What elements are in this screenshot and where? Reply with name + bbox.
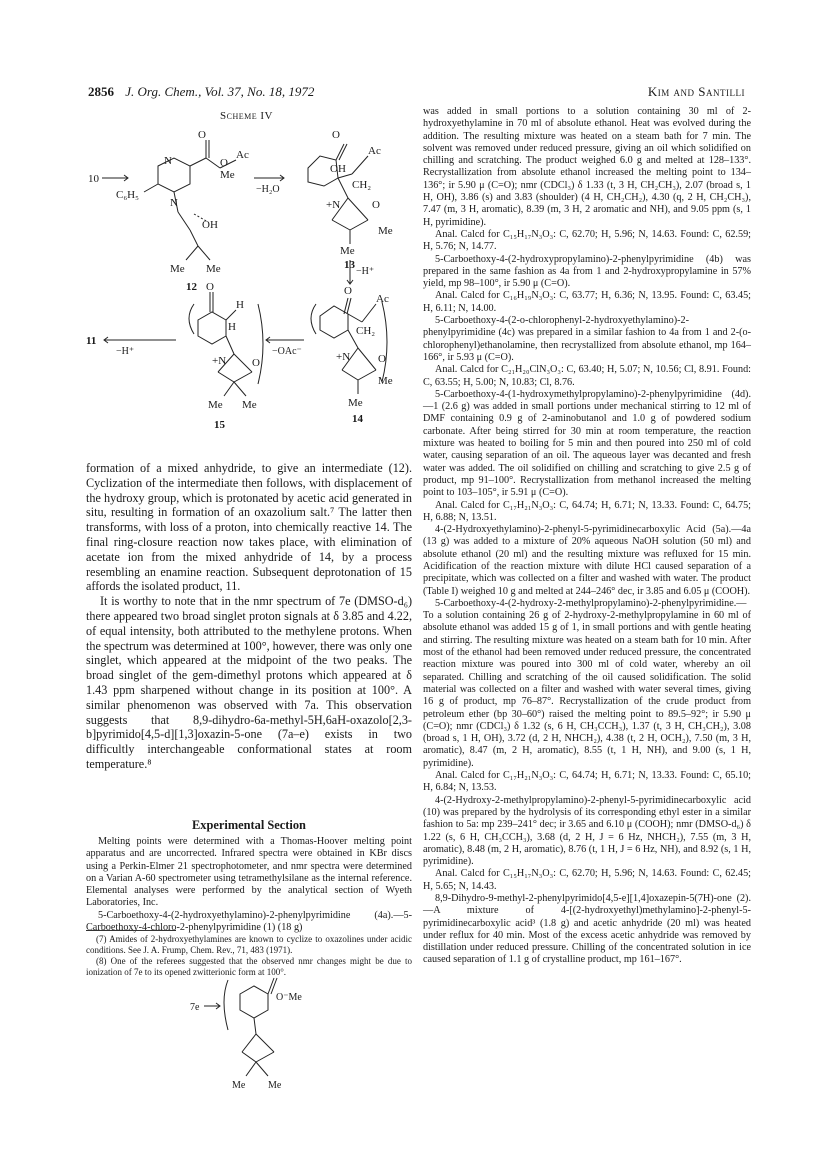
atom-me: Me (378, 225, 393, 237)
analysis: Anal. Calcd for C₂₁H₂₀ClN₃O₃: C, 63.40; H, 5.07; N, 10.56; Cl, 8.91. Found: C, 63.55; H, 5.00; N, 10.83; Cl, 8.76. (423, 364, 751, 388)
paragraph: 8,9-Dihydro-9-methyl-2-phenylpyrimido[4,5-e][1,4]oxazepin-5(7H)-one (2).—A mixture of 4-[(2-hydroxyethyl)methylamino]-2-phenyl-5-pyrimidinecarboxylic acid³ (1.8 g) and acetic anhydride (20 ml) was heated under reflux for 40 min. Most of the excess acetic anhydride was removed by distillation under reduced pressure. Chilling of the concentrated solution in ice caused separation of 1.1 g of crystalline product, mp 161–167°. (423, 893, 751, 966)
section-heading: Experimental Section (192, 818, 306, 832)
label-compound-14: 14 (352, 413, 363, 425)
reaction-scheme (86, 126, 412, 458)
label-minus-oac: −OAc⁻ (272, 346, 302, 357)
analysis: Anal. Calcd for C₁₇H₂₁N₃O₃: C, 64.74; H, 6.71; N, 13.33. Found: C, 65.10; H, 6.84; N, 13.53. (423, 770, 751, 794)
atom-ch2: CH₂ (352, 179, 372, 191)
atom-me: Me (170, 263, 185, 275)
right-column-text (423, 106, 751, 967)
label-compound-11: 11 (86, 335, 97, 347)
atom-ac: Ac (376, 293, 389, 305)
paragraph: Melting points were determined with a Thomas-Hoover melting point apparatus and are uncorrected. Infrared spectra were obtained in KBr discs using a Perkin-Elmer 21 spectrophotometer, and nmr spectra were determined on a Varian A-60 spectrometer using tetramethylsilane as the internal reference. Elemental analyses were performed by the analytical section of Wyeth Laboratories, Inc. (86, 836, 412, 909)
discussion-text (86, 461, 412, 772)
atom-me: Me (232, 1080, 246, 1090)
atom-h: H (228, 321, 236, 333)
paragraph: 4-(2-Hydroxyethylamino)-2-phenyl-5-pyrimidinecarboxylic Acid (5a).—4a (13 g) was added to a mixture of 20% aqueous NaOH solution (50 ml) and absolute ethanol (20 ml) and the resulting mixture was refluxed for 15 min. Acidification of the reaction mixture with dilute HCl caused separation of a precipitate, which was collected on a filter and washed with water. The product (Table I) weighed 10 g and melted at 244–246° dec, ir 3.85 and 6.05 μ (COOH). (423, 524, 751, 597)
atom-plus-n: +N (212, 355, 227, 367)
page-number: 2856 (88, 84, 114, 99)
atom-n: N (170, 197, 178, 209)
analysis: Anal. Calcd for C₁₅H₁₇N₃O₃: C, 62.70; H, 5.96; N, 14.63. Found: C, 62.59; H, 5.76; N, 14.77. (423, 228, 751, 253)
atom-o: O (252, 357, 260, 369)
atom-me: Me (348, 397, 363, 409)
atom-oh: OH (202, 219, 218, 231)
atom-h: H (236, 299, 244, 311)
atom-o: O (332, 129, 340, 141)
atom-me: Me (268, 1080, 282, 1090)
atom-n: N (164, 155, 172, 167)
paragraph: 4-(2-Hydroxy-2-methylpropylamino)-2-phenyl-5-pyrimidinecarboxylic acid (10) was prepared by the hydrolysis of its corresponding ethyl ester in a similar fashion to 5a: mp 239–241° dec; ir 3.65 and 6.10 μ (COOH); nmr (DMSO-d₆) δ 1.22 (s, 6 H, CH₃CCH₃), 3.68 (d, 2 H, J = 6 Hz, NHCH₂), 7.55 (m, 3 H, aromatic), 8.48 (m, 2 H, aromatic), 8.76 (t, 1 H, J = 6 Hz, NH), and 8.92 (s, 1 H, pyrimidine). (423, 794, 751, 868)
paragraph: 5-Carboethoxy-4-(2-hydroxyethylamino)-2-phenylpyrimidine (4a).—5-Carboethoxy-4-chloro-2-phenylpyrimidine (1) (18 g) (86, 909, 412, 934)
atom-me: Me (340, 245, 355, 257)
experimental-text (86, 836, 412, 934)
footnote: (8) One of the referees suggested that the observed nmr changes might be due to ionization of 7e to its opened zwitterionic form at 100°. (86, 956, 412, 977)
atom-ome: O⁻Me (276, 992, 302, 1003)
paragraph: It is worthy to note that in the nmr spectrum of 7e (DMSO-d₆) there appeared two broad singlet proton signals at δ 3.85 and 4.22, of equal intensity, both attributed to the methylene protons. When the spectrum was determined at 100°, however, there was only one singlet, which appeared at the midpoint of the two peaks. The broad singlet of the gem-dimethyl protons which appeared at δ 1.43 ppm sharpened without change in its position at 100°. A similar phenomenon was observed with 7a. This observation suggests that 8,9-dihydro-6a-methyl-5H,6aH-oxazolo[2,3-b]pyrimido[4,5-d][1,3]oxazin-5-one (7a–e) exists in two difficultly interchangeable conformational states at room temperature.⁸ (86, 594, 412, 771)
paragraph: was added in small portions to a solution containing 30 ml of 2-hydroxyethylamine in 70 ml of absolute ethanol. Heat was evolved during the addition. The resulting mixture was heated on a steam bath for 7 min. The solvent was removed under reduced pressure, giving an oil which solidified on chilling and scratching. The product weighed 6.0 g and melted at 128–133°. Recrystallization from absolute ethanol increased the melting point to 134–136°; ir 5.90 μ (C=O); nmr (CDCl₃) δ 1.33 (t, 3 H, CH₂CH₃), 2.07 (broad s, 1 H, OH), 3.86 (s) and 3.83 (shoulder) (4 H, CH₂CH₂), 4.30 (q, 2 H, CH₂CH₃), 7.47 (m, 3 H, aromatic), 8.39 (m, 3 H, 2 aromatic and NH), and 9.05 ppm (s, 1 H, pyrimidine). (423, 106, 751, 228)
label-minus-h-2: −H⁺ (116, 346, 135, 357)
atom-o: O (378, 353, 386, 365)
label-compound-10: 10 (88, 173, 99, 185)
label-compound-7e: 7e (190, 1002, 200, 1013)
atom-oh: OH (330, 163, 346, 175)
atom-o: O (206, 281, 214, 293)
atom-me: Me (220, 169, 235, 181)
scheme-title: Scheme IV (220, 110, 273, 122)
atom-ac: Ac (368, 145, 381, 157)
analysis: Anal. Calcd for C₁₅H₁₇N₃O₃: C, 62.70; H, 5.96; N, 14.63. Found: C, 62.45; H, 5.65; N, 14.43. (423, 868, 751, 892)
atom-plus-n: +N (336, 351, 351, 363)
footnote: (7) Amides of 2-hydroxyethylamines are known to cyclize to oxazolines under acidic conditions. See J. A. Frump, Chem. Rev., 71, 483 (1971). (86, 934, 412, 955)
footnote-structure-7e (190, 972, 320, 1090)
atom-c6h5: C₆H₅ (116, 189, 139, 201)
paragraph: 5-Carboethoxy-4-(1-hydroxymethylpropylamino)-2-phenylpyrimidine (4d).—1 (2.6 g) was added in small portions under mechanical stirring to 12 ml of DMF containing 0.9 g of 2-aminobutanol and 1.0 g of powdered sodium carbonate. After being stirred for 30 min at room temperature, the reaction mixture was heated to boiling for 5 min and then poured into 250 ml of cold water, causing separation of an oil. The aqueous layer was decanted and fresh water was added. The oil solidified on chilling and scratching to give 2.5 g of product, mp 91–100°. Recrystallization from methanol increased the melting point to 103–105°, ir 5.91 μ (C=O). (423, 388, 751, 499)
running-header-left (88, 84, 314, 100)
atom-me: Me (378, 375, 393, 387)
atom-me: Me (208, 399, 223, 411)
atom-o: O (372, 199, 380, 211)
paragraph: 5-Carboethoxy-4-(2-hydroxypropylamino)-2-phenylpyrimidine (4b) was prepared in the same fashion as 4a from 1 and 2-hydroxypropylamine in 57% yield, mp 98–100°, ir 5.90 μ (C=O). (423, 253, 751, 290)
atom-ch2: CH₂ (356, 325, 376, 337)
atom-plus-n: +N (326, 199, 341, 211)
atom-o: O (198, 129, 206, 141)
atom-ac: Ac (236, 149, 249, 161)
paragraph: 5-Carboethoxy-4-(2-o-chlorophenyl-2-hydroxyethylamino)-2-phenylpyrimidine (4c) was prepared in a similar fashion to 4a from 1 and 2-(o-chlorophenyl)ethanolamine, then recrystallized from absolute ethanol, mp 164–166°, ir 5.93 μ (C=O). (423, 315, 751, 363)
atom-o: O (220, 157, 228, 169)
label-compound-12: 12 (186, 281, 197, 293)
paragraph: 5-Carboethoxy-4-(2-hydroxy-2-methylpropylamino)-2-phenylpyrimidine.—To a solution containing 26 g of 2-hydroxy-2-methylpropylamine in 60 ml of absolute ethanol was added 15 g of 1, in small portions and with gentle heating and stirring. The resulting mixture was heated on a steam bath for 10 min. After most of the ethanol had been removed under reduced pressure, the concentrated reaction mixture was poured into 300 ml of cold water, whereby an oil separated. Chilling and scratching of the oil caused solidification. The solid material was collected on a filter and washed with water several times, giving 16 g of product, mp 76–87°. Recrystallization of the crude product from petroleum ether (bp 30–60°) raised the melting point to 89.5–92°; ir 5.90 μ (C=O); nmr (CDCl₃) δ 1.32 (s, 6 H, CH₃CCH₃), 1.37 (t, 3 H, CH₃CH₂), 3.08 (broad s, 1 H, OH), 3.72 (d, 2 H, NHCH₂), 4.38 (t, 2 H, OCH₂), 7.50 (m, 3 H, aromatic), 8.47 (m, 2 H, aromatic), 8.55 (t, 1 H, NH), and 9.00 (s, 1 H, pyrimidine). (423, 597, 751, 769)
label-compound-13: 13 (344, 259, 355, 271)
journal-citation: J. Org. Chem., Vol. 37, No. 18, 1972 (125, 84, 315, 99)
atom-me: Me (242, 399, 257, 411)
footnote-rule (86, 930, 176, 931)
label-minus-h2o: −H₂O (256, 184, 280, 195)
label-minus-h: −H⁺ (356, 266, 375, 277)
atom-o: O (344, 285, 352, 297)
analysis: Anal. Calcd for C₁₇H₂₁N₃O₃: C, 64.74; H, 6.71; N, 13.33. Found: C, 64.75; H, 6.88; N, 13.51. (423, 499, 751, 523)
analysis: Anal. Calcd for C₁₆H₁₉N₃O₃: C, 63.77; H, 6.36; N, 13.95. Found: C, 63.45; H, 6.11; N, 14.00. (423, 290, 751, 314)
running-header-authors: Kim and Santilli (647, 84, 745, 99)
paragraph: formation of a mixed anhydride, to give an intermediate (12). Cyclization of the intermediate then follows, with displacement of the hydroxy group, which is protonated by acetic acid generated in situ, resulting in formation of an oxazolium salt.⁷ The latter then transforms, with loss of a proton, into chemically reactive 14. The final ring-closure reaction now takes place, with elimination of acetate ion from the mixed anhydride of 14, by a process resembling an enamine reaction. Subsequent deprotonation of 15 affords the isolated product, 11. (86, 461, 412, 594)
atom-me: Me (206, 263, 221, 275)
label-compound-15: 15 (214, 419, 225, 431)
